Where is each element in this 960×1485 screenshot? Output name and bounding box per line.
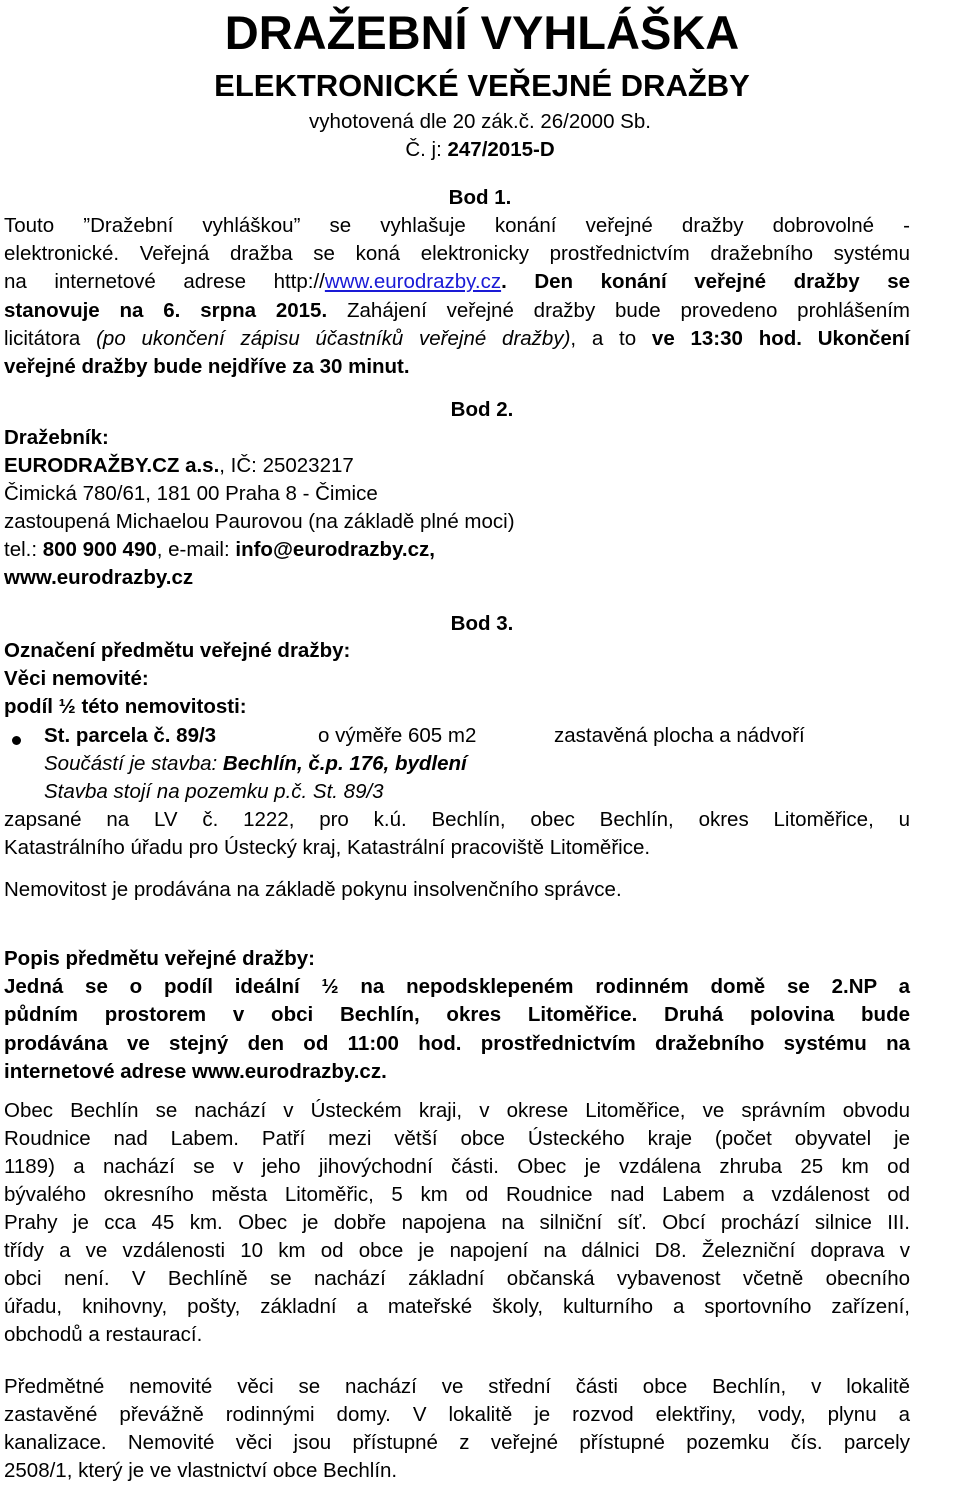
email-link[interactable]: info@eurodrazby.cz, — [235, 538, 435, 561]
section-1-line: na internetové adrese http://www.eurodrazby.cz. Den konání veřejné dražby se — [4, 270, 910, 293]
description-bold-line: internetové adrese www.eurodrazby.cz. — [4, 1060, 387, 1083]
auctioneer-label: Dražebník: — [4, 426, 109, 449]
village-paragraph-line: Obec Bechlín se nachází v Ústeckém kraji, v okrese Litoměřice, ve správním obvodu — [4, 1099, 910, 1122]
description-bold-line: prodávána ve stejný den od 11:00 hod. prostřednictvím dražebního systému na — [4, 1032, 910, 1055]
section-1-line: veřejné dražby bude nejdříve za 30 minut. — [4, 355, 410, 378]
document-title: DRAŽEBNÍ VYHLÁŠKA — [224, 6, 740, 59]
location-paragraph-line: zastavěné převážně rodinnými domy. V lokalitě je rozvod elektřiny, vody, plynu a — [4, 1403, 910, 1426]
village-paragraph-line: třídy a ve vzdálenosti 10 km od obce je napojení na dálnici D8. Železniční doprava v — [4, 1239, 910, 1262]
share-label: podíl ½ této nemovitosti: — [4, 695, 247, 718]
description-label: Popis předmětu veřejné dražby: — [4, 947, 316, 970]
section-1-line: Touto ”Dražební vyhláškou” se vyhlašuje konání veřejné dražby dobrovolné - — [4, 214, 910, 237]
village-paragraph-line: 1189) a nachází se v jeho jihovýchodní části. Obec je vzdálena zhruba 25 km od — [4, 1155, 910, 1178]
eurodrazby-link[interactable]: www.eurodrazby.cz — [324, 270, 502, 293]
village-paragraph-line: Roudnice nad Labem. Patří mezi větší obce Ústeckého kraje (počet obyvatel je — [4, 1127, 910, 1150]
village-paragraph-line: obci není. V Bechlíně se nachází základní občanská vybavenost včetně obecního — [4, 1267, 910, 1290]
auctioneer-representative: zastoupená Michaelou Paurovou (na základě plné moci) — [4, 510, 515, 533]
section-1-line: licitátora (po ukončení zápisu účastníků veřejné dražby), a to ve 13:30 hod. Ukončení — [4, 327, 911, 350]
building-location: Stavba stojí na pozemku p.č. St. 89/3 — [44, 780, 384, 803]
village-paragraph-line: obchodů a restaurací. — [4, 1323, 203, 1346]
legal-basis: vyhotovená dle 20 zák.č. 26/2000 Sb. — [309, 110, 651, 133]
subject-label: Označení předmětu veřejné dražby: — [4, 639, 351, 662]
document-subtitle: ELEKTRONICKÉ VEŘEJNÉ DRAŽBY — [214, 68, 750, 103]
land-register-line: zapsané na LV č. 1222, pro k.ú. Bechlín, obec Bechlín, okres Litoměřice, u — [4, 808, 910, 831]
section-1-line: elektronické. Veřejná dražba se koná elektronicky prostřednictvím dražebního systému — [4, 242, 910, 265]
section-1-line: stanovuje na 6. srpna 2015. Zahájení veřejné dražby bude provedeno prohlášením — [4, 299, 910, 322]
sale-basis: Nemovitost je prodávána na základě pokynu insolvenčního správce. — [4, 878, 622, 901]
auctioneer-contact: tel.: 800 900 490, e-mail: info@eurodrazby.cz, — [4, 538, 435, 561]
description-bold-line: Jedná se o podíl ideální ½ na nepodsklepeném rodinném domě se 2.NP a — [4, 975, 910, 998]
village-paragraph-line: bývalého okresního města Litoměřic, 5 km od Roudnice nad Labem a vzdálenost od — [4, 1183, 910, 1206]
bullet-icon — [12, 736, 21, 745]
location-paragraph-line: Předmětné nemovité věci se nachází ve střední části obce Bechlín, v lokalitě — [4, 1375, 910, 1398]
auctioneer-web-link[interactable]: www.eurodrazby.cz — [4, 566, 194, 589]
parcel-type: zastavěná plocha a nádvoří — [554, 724, 805, 747]
auctioneer-name: EURODRAŽBY.CZ a.s., IČ: 25023217 — [4, 454, 354, 477]
section-1-heading: Bod 1. — [448, 186, 512, 209]
auctioneer-address: Čimická 780/61, 181 00 Praha 8 - Čimice — [4, 482, 378, 505]
section-2-heading: Bod 2. — [450, 398, 514, 421]
immovable-things-label: Věci nemovité: — [4, 667, 149, 690]
description-bold-line: půdním prostorem v obci Bechlín, okres Litoměřice. Druhá polovina bude — [4, 1003, 910, 1026]
reference-number: Č. j: 247/2015-D — [405, 138, 555, 161]
village-paragraph-line: Prahy je cca 45 km. Obec je dobře napojena na silniční síť. Obcí prochází silnice III. — [4, 1211, 910, 1234]
location-paragraph-line: kanalizace. Nemovité věci jsou přístupné z veřejné přístupné pozemku čís. parcely — [4, 1431, 910, 1454]
land-register-line: Katastrálního úřadu pro Ústecký kraj, Katastrální pracoviště Litoměřice. — [4, 836, 651, 859]
village-paragraph-line: úřadu, knihovny, pošty, základní a mateřské školy, kulturního a sportovního zařízení, — [4, 1295, 910, 1318]
building-part: Součástí je stavba: Bechlín, č.p. 176, bydlení — [44, 752, 467, 775]
section-3-heading: Bod 3. — [450, 612, 514, 635]
location-paragraph-line: 2508/1, který je ve vlastnictví obce Bechlín. — [4, 1459, 398, 1482]
parcel-number: St. parcela č. 89/3 — [44, 724, 217, 747]
parcel-area: o výměře 605 m2 — [318, 724, 477, 747]
